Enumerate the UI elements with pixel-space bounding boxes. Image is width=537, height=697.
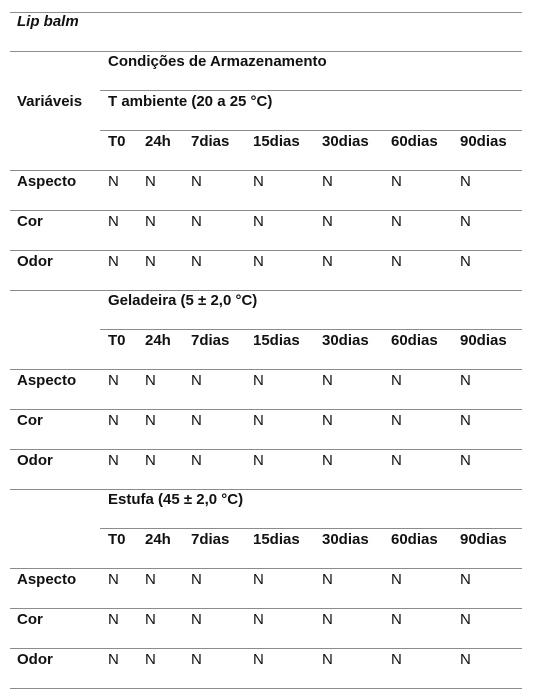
cell-value: N	[253, 213, 264, 230]
cell-value: N	[145, 372, 156, 389]
column-header: 90dias	[460, 531, 507, 548]
cell-value: N	[191, 651, 202, 668]
cell-value: N	[322, 372, 333, 389]
column-header: 60dias	[391, 332, 438, 349]
row-label: Cor	[17, 611, 43, 628]
cell-value: N	[191, 372, 202, 389]
condition-rule-0	[100, 130, 522, 131]
cell-value: N	[460, 253, 471, 270]
condition-label: Estufa (45 ± 2,0 °C)	[108, 491, 244, 508]
cell-value: N	[145, 452, 156, 469]
row-rule	[10, 250, 522, 251]
cell-value: N	[145, 173, 156, 190]
row-label: Aspecto	[17, 571, 77, 588]
cell-value: N	[191, 213, 202, 230]
row-rule	[10, 369, 522, 370]
cell-value: N	[108, 651, 119, 668]
cell-value: N	[108, 253, 119, 270]
row-rule	[10, 648, 522, 649]
condition-label: T ambiente (20 a 25 °C)	[108, 93, 273, 110]
cell-value: N	[322, 253, 333, 270]
cell-value: N	[191, 452, 202, 469]
cell-value: N	[253, 571, 264, 588]
cell-value: N	[253, 651, 264, 668]
cell-value: N	[322, 173, 333, 190]
cell-value: N	[108, 372, 119, 389]
cell-value: N	[108, 412, 119, 429]
cell-value: N	[322, 571, 333, 588]
cell-value: N	[322, 213, 333, 230]
column-header: 15dias	[253, 133, 300, 150]
cell-value: N	[460, 651, 471, 668]
bottom-rule	[10, 688, 522, 689]
row-label: Cor	[17, 412, 43, 429]
cell-value: N	[460, 372, 471, 389]
condition-rule-1	[100, 329, 522, 330]
column-header: 30dias	[322, 531, 369, 548]
cell-value: N	[460, 611, 471, 628]
row-rule	[10, 608, 522, 609]
cell-value: N	[145, 651, 156, 668]
cell-value: N	[145, 571, 156, 588]
cell-value: N	[253, 372, 264, 389]
cell-value: N	[108, 611, 119, 628]
group-rule	[100, 90, 522, 91]
cell-value: N	[322, 611, 333, 628]
table-title: Lip balm	[17, 13, 79, 30]
cell-value: N	[191, 173, 202, 190]
cell-value: N	[253, 452, 264, 469]
column-header: 24h	[145, 332, 171, 349]
cell-value: N	[322, 452, 333, 469]
column-header: 24h	[145, 133, 171, 150]
row-rule	[10, 449, 522, 450]
row-rule	[10, 170, 522, 171]
cell-value: N	[145, 412, 156, 429]
cell-value: N	[391, 611, 402, 628]
column-header: 90dias	[460, 332, 507, 349]
row-label: Aspecto	[17, 372, 77, 389]
column-header: 30dias	[322, 133, 369, 150]
cell-value: N	[460, 173, 471, 190]
cell-value: N	[460, 213, 471, 230]
cell-value: N	[191, 571, 202, 588]
cell-value: N	[253, 412, 264, 429]
cell-value: N	[460, 412, 471, 429]
cell-value: N	[391, 651, 402, 668]
cell-value: N	[460, 571, 471, 588]
cell-value: N	[108, 571, 119, 588]
column-header: T0	[108, 531, 126, 548]
cell-value: N	[391, 253, 402, 270]
cell-value: N	[322, 651, 333, 668]
cell-value: N	[391, 412, 402, 429]
row-label: Odor	[17, 651, 53, 668]
column-header: 60dias	[391, 531, 438, 548]
row-label-header: Variáveis	[17, 93, 83, 110]
cell-value: N	[191, 412, 202, 429]
row-rule	[10, 568, 522, 569]
cell-value: N	[108, 213, 119, 230]
column-header: 7dias	[191, 531, 230, 548]
cell-value: N	[460, 452, 471, 469]
cell-value: N	[145, 611, 156, 628]
condition-rule-2	[100, 528, 522, 529]
column-header: 7dias	[191, 332, 230, 349]
title-rule	[10, 51, 522, 52]
row-label: Odor	[17, 452, 53, 469]
cell-value: N	[253, 611, 264, 628]
cell-value: N	[108, 452, 119, 469]
row-rule	[10, 409, 522, 410]
cell-value: N	[145, 253, 156, 270]
cell-value: N	[191, 253, 202, 270]
column-header: 30dias	[322, 332, 369, 349]
row-label: Aspecto	[17, 173, 77, 190]
column-header: 90dias	[460, 133, 507, 150]
cell-value: N	[253, 253, 264, 270]
column-header: 7dias	[191, 133, 230, 150]
cell-value: N	[391, 173, 402, 190]
section-rule-1	[10, 290, 522, 291]
cell-value: N	[145, 213, 156, 230]
cell-value: N	[391, 452, 402, 469]
column-header: T0	[108, 332, 126, 349]
column-header: 60dias	[391, 133, 438, 150]
top-rule	[10, 12, 522, 13]
group-label: Condições de Armazenamento	[108, 53, 327, 70]
cell-value: N	[391, 372, 402, 389]
condition-label: Geladeira (5 ± 2,0 °C)	[108, 292, 258, 309]
row-label: Cor	[17, 213, 43, 230]
cell-value: N	[391, 213, 402, 230]
column-header: 15dias	[253, 531, 300, 548]
cell-value: N	[108, 173, 119, 190]
column-header: 15dias	[253, 332, 300, 349]
column-header: 24h	[145, 531, 171, 548]
section-rule-2	[10, 489, 522, 490]
cell-value: N	[191, 611, 202, 628]
row-rule	[10, 210, 522, 211]
cell-value: N	[253, 173, 264, 190]
cell-value: N	[322, 412, 333, 429]
column-header: T0	[108, 133, 126, 150]
cell-value: N	[391, 571, 402, 588]
row-label: Odor	[17, 253, 53, 270]
